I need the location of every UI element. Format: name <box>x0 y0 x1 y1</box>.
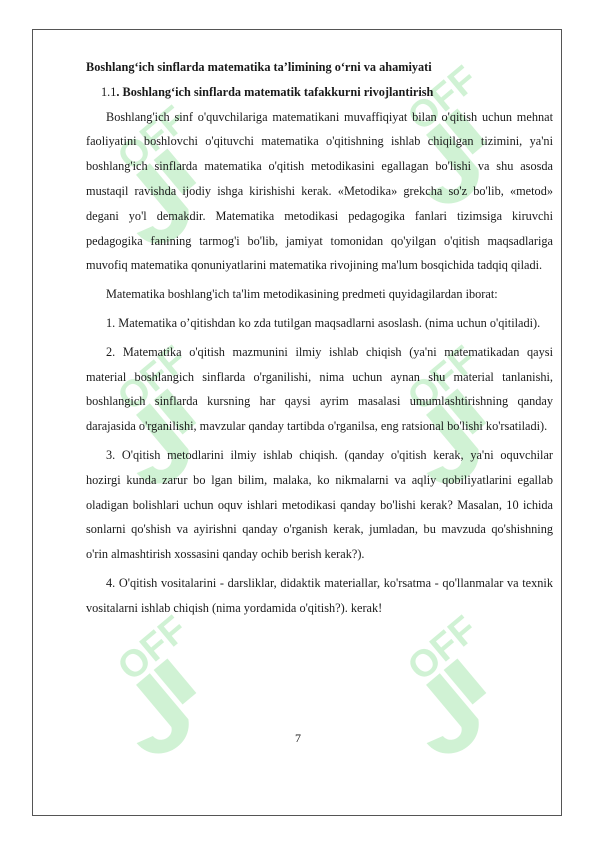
svg-text:OFF: OFF <box>400 58 486 140</box>
svg-text:OFF: OFF <box>400 338 486 420</box>
list-item-paragraph: 4. O'qitish vositalarini - darsliklar, didaktik materiallar, ko'rsatma - qo'llanmalar va texnik vositalarni ishlab chiqish (nima yordamida o'qitish?). kerak! <box>86 575 553 615</box>
list-item-paragraph: 2. Matematika o'qitish mazmunini ilmiy ishlab chiqish (ya'ni matematikadan qaysi material boshlangich sinflarda o'rganilishi, nima uchun aynan shu material tanlanishi, boshlangich sinflarda kursning har qaysi ayrim masalasi umumlashtirishning qanday darajasida o'rganilishi, mavzular qanday tartibda o'rganilsa, eng ratsional bo'lishi ko'rsatiladi). <box>86 344 553 434</box>
section-subheading <box>86 80 553 105</box>
paragraph: Matematika boshlang'ich ta'lim metodikasining predmeti quyidagilardan iborat: <box>106 287 498 302</box>
svg-text:OFF: OFF <box>110 98 196 180</box>
document-heading: Boshlang‘ich sinflarda matematika ta’limining o‘rni va ahamiyati <box>86 60 432 74</box>
list-item-paragraph: 3. O'qitish metodlarini ilmiy ishlab chiqish. (qanday o'qitish kerak, ya'ni oquvchilar hozirgi kunda zarur bo lgan bilim, malaka, ko nikmalarni va aqliy qobiliyatlarini egallab oladigan bolishlari uchun oquv ishlari metodikasi qanday bo'lishi kerak? Masalan, 10 ichida sonlarni qo'shish va ayirishni qanday o'rganish kerak, jumladan, bu mavzuda qo'shishning o'rin almashtirish xossasini qanday ochib berish kerak?). <box>86 447 553 562</box>
list-item-paragraph: 1. Matematika o’qitishdan ko zda tutilgan maqsadlarni asoslash. (nima uchun o'qitiladi). <box>106 315 541 330</box>
paragraph: Boshlang'ich sinf o'quvchilariga matematikani muvaffiqiyat bilan o'qitish uchun mehnat faoliyatini boshlovchi o'qituvchi matematika o'qitishning ishlab chiqilgan tizimini, ya'ni boshlang'ich sinflarda matematika o'qitish metodikasini egallagan bo'lishi va shu asosda mustaqil ravishda ijodiy ishga kirishishi kerak. «Metodika» grekcha so'z bo'lib, «metod» degani yo'l demakdir. Matematika metodikasi pedagogika fanlari tizimsiga kiruvchi pedagogika fanining tarmog'i bo'lib, jamiyat tomonidan qo'yilgan o'qitish maqsadlariga muvofiq matematika qonuniyatlarini matematika rivojining ma'lum bosqichida tadqiq qiladi. <box>86 109 553 273</box>
subheading-text: . Boshlang‘ich sinflarda matematik tafakkurni rivojlantirish <box>116 84 434 99</box>
page-number: 7 <box>295 731 301 745</box>
svg-text:OFF: OFF <box>110 338 196 420</box>
subheading-number: 1.1 <box>101 84 117 99</box>
svg-text:OFF: OFF <box>400 608 486 690</box>
document-body <box>86 55 553 621</box>
svg-text:OFF: OFF <box>110 608 196 690</box>
